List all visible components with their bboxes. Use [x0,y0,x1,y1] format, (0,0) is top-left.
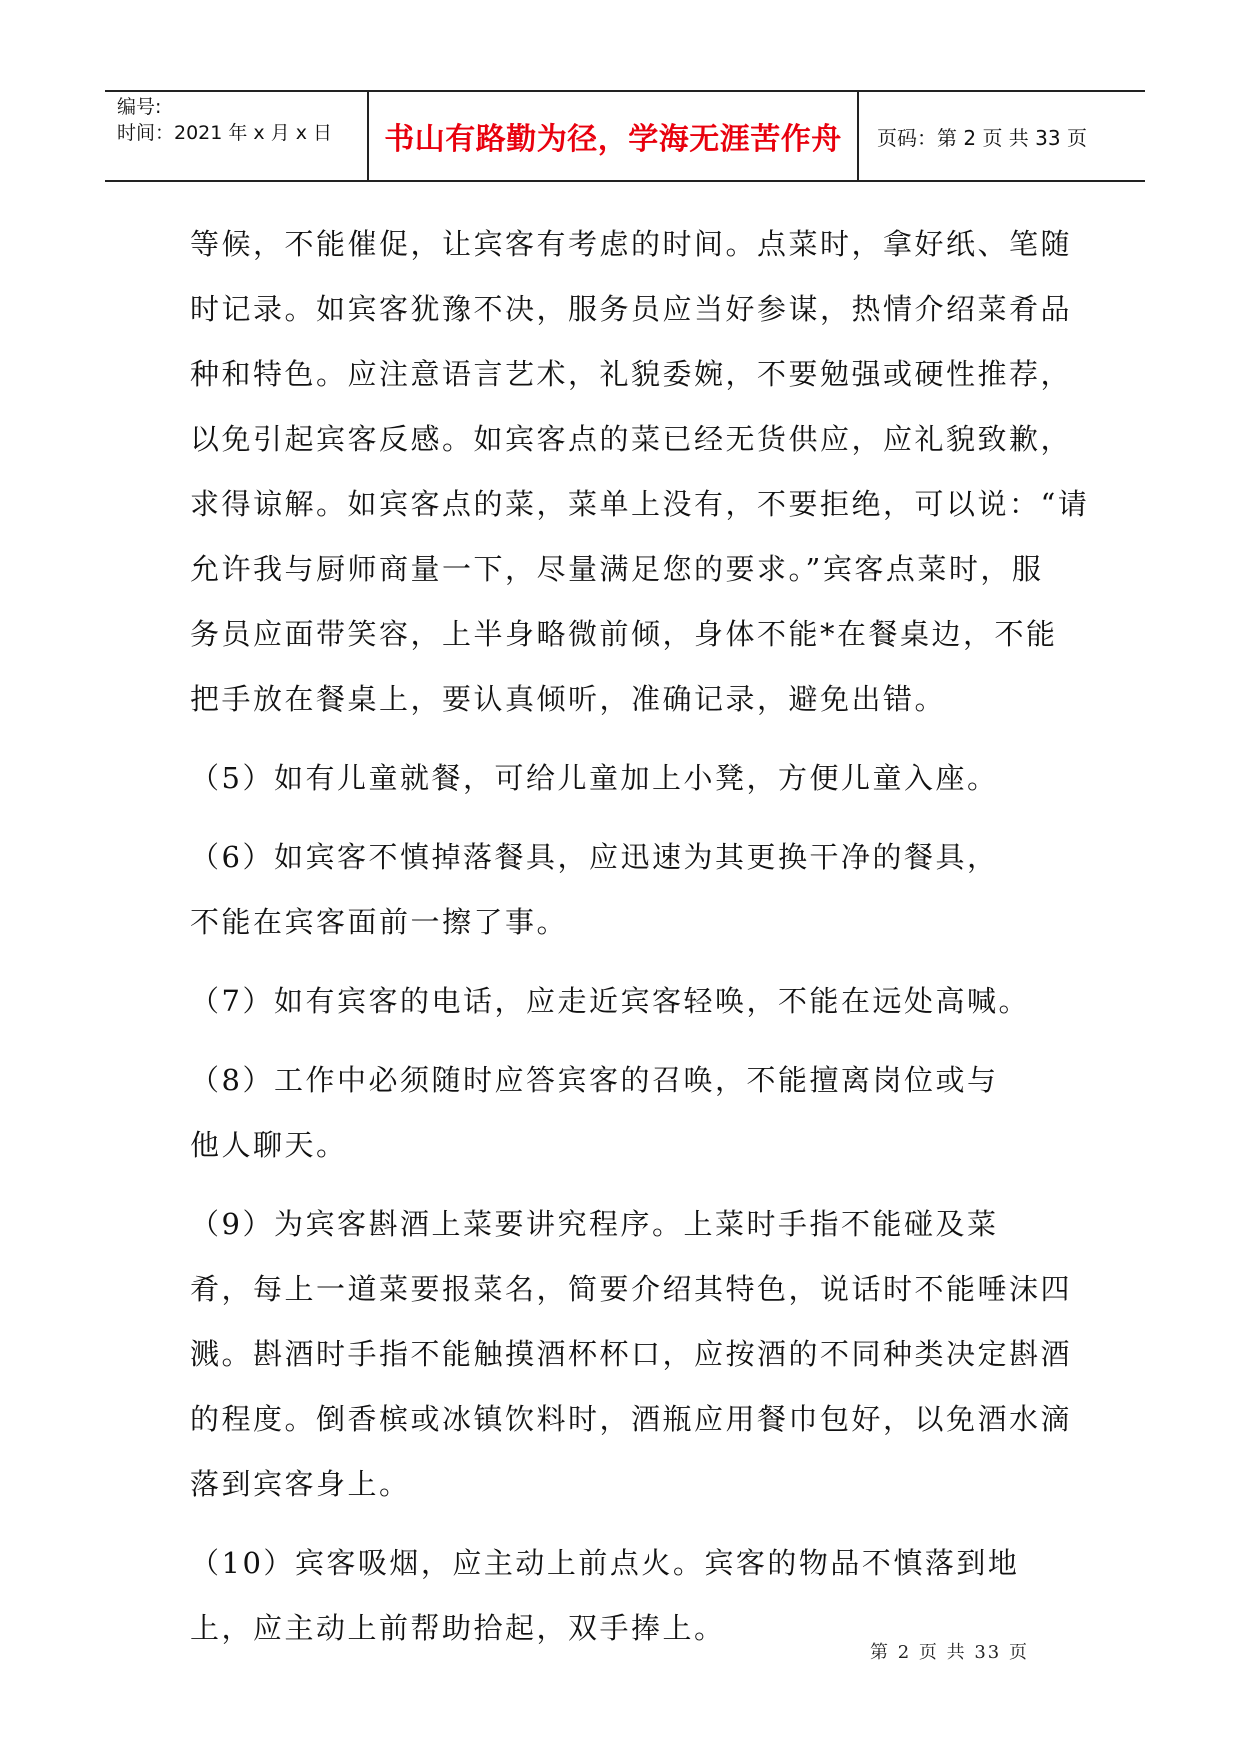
page-footer: 第 2 页 共 33 页 [870,1642,1029,1663]
text-line: （9）为宾客斟酒上菜要讲究程序。上菜时手指不能碰及菜 [190,1207,999,1241]
document-number-label: 编号: [117,96,162,118]
header-page-code: 页码：第 2 页 共 33 页 [877,125,1087,150]
paragraph [190,212,1090,732]
text-line: 求得谅解。如宾客点的菜，菜单上没有，不要拒绝，可以说：“请 [190,487,1090,521]
text-line: 上，应主动上前帮助拾起，双手捧上。 [190,1611,726,1645]
paragraph [190,969,1070,1034]
document-body [190,212,1090,1661]
text-line: 时记录。如宾客犹豫不决，服务员应当好参谋，热情介绍菜肴品 [190,292,1073,326]
text-line: 溅。斟酒时手指不能触摸酒杯杯口，应按酒的不同种类决定斟酒 [190,1337,1073,1371]
text-line: 不能在宾客面前一擦了事。 [190,905,569,939]
text-line: （7）如有宾客的电话，应走近宾客轻唤，不能在远处高喊。 [190,984,1030,1018]
text-line: 等候，不能催促，让宾客有考虑的时间。点菜时，拿好纸、笔随 [190,227,1073,261]
text-line: 的程度。倒香槟或冰镇饮料时，酒瓶应用餐巾包好，以免酒水滴 [190,1402,1073,1436]
header-info-cell [105,92,369,180]
text-line: 他人聊天。 [190,1128,348,1162]
text-line: 肴，每上一道菜要报菜名，简要介绍其特色，说话时不能唾沫四 [190,1272,1073,1306]
document-time-label: 时间：2021 年 x 月 x 日 [117,122,333,144]
paragraph [190,746,1070,811]
paragraph [190,1048,1070,1178]
text-line: 把手放在餐桌上，要认真倾听，准确记录，避免出错。 [190,682,947,716]
header-motto: 书山有路勤为径，学海无涯苦作舟 [369,92,859,180]
text-line: 种和特色。应注意语言艺术，礼貌委婉，不要勉强或硬性推荐， [190,357,1073,391]
text-line: （6）如宾客不慎掉落餐具，应迅速为其更换干净的餐具， [190,840,999,874]
text-line: 以免引起宾客反感。如宾客点的菜已经无货供应，应礼貌致歉， [190,422,1073,456]
paragraph [190,1192,1073,1517]
text-line: （8）工作中必须随时应答宾客的召唤，不能擅离岗位或与 [190,1063,999,1097]
text-line: （5）如有儿童就餐，可给儿童加上小凳，方便儿童入座。 [190,761,999,795]
page-header [105,90,1145,182]
text-line: 允许我与厨师商量一下，尽量满足您的要求。”宾客点菜时，服 [190,552,1044,586]
text-line: 务员应面带笑容，上半身略微前倾，身体不能*在餐桌边，不能 [190,617,1058,651]
text-line: （10）宾客吸烟，应主动上前点火。宾客的物品不慎落到地 [190,1546,1020,1580]
text-line: 落到宾客身上。 [190,1467,411,1501]
paragraph [190,825,1070,955]
